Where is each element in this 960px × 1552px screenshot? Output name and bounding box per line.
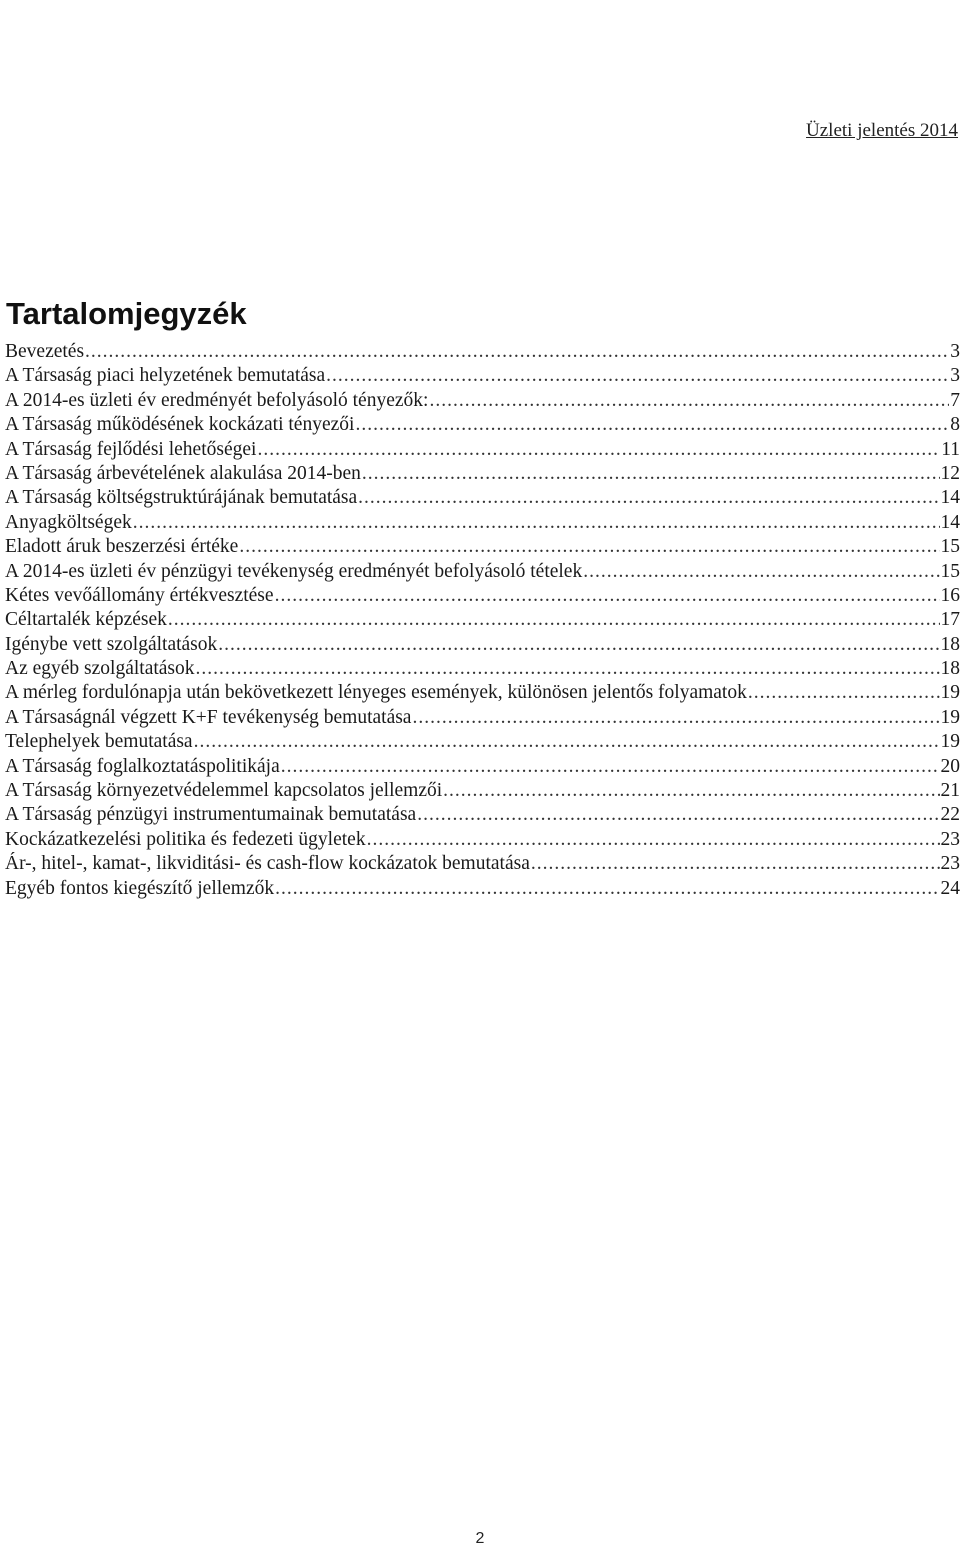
toc-entry-page: 21 [940, 780, 960, 802]
toc-entry-label: A Társaság fejlődési lehetőségei [5, 438, 257, 460]
toc-entry-label: A 2014-es üzleti év eredményét befolyásoló tényezők: [5, 389, 429, 411]
toc-entry[interactable] [5, 706, 960, 730]
toc-entry-page: 18 [940, 633, 960, 655]
toc-entry-label: Céltartalék képzések [5, 609, 167, 631]
toc-entry-page: 7 [950, 389, 960, 411]
toc-entry-page: 3 [950, 341, 960, 362]
toc-entry-label: Az egyéb szolgáltatások [5, 658, 195, 680]
dot-leader [275, 877, 939, 901]
toc-entry[interactable] [5, 681, 960, 705]
toc-entry-page: 12 [940, 462, 960, 484]
toc-entry-label: Anyagköltségek [5, 511, 132, 533]
toc-entry[interactable] [5, 462, 960, 486]
toc-entry-label: A Társaság működésének kockázati tényezői [5, 414, 355, 436]
dot-leader [194, 730, 940, 754]
toc-entry-label: Egyéb fontos kiegészítő jellemzők [5, 877, 275, 899]
toc-entry-page: 15 [940, 560, 960, 582]
toc-entry-label: Igénybe vett szolgáltatások [5, 633, 218, 655]
toc-entry-page: 23 [940, 853, 960, 875]
toc-entry-label: Kockázatkezelési politika és fedezeti ügyletek [5, 828, 366, 850]
toc-entry-page: 3 [950, 365, 960, 387]
toc-entry-label: A Társaság környezetvédelemmel kapcsolatos jellemzői [5, 780, 443, 802]
toc-entry-label: A Társaságnál végzett K+F tevékenység bemutatása [5, 706, 412, 728]
dot-leader [85, 340, 949, 364]
toc-entry-page: 19 [940, 682, 960, 704]
toc-entry-page: 16 [940, 584, 960, 606]
toc-entry[interactable] [5, 340, 960, 364]
toc-entry-label: Bevezetés [5, 341, 85, 362]
toc-entry-page: 24 [940, 877, 960, 899]
toc-entry-page: 22 [940, 804, 960, 826]
dot-leader [417, 803, 939, 827]
toc-entry-page: 14 [940, 487, 960, 509]
toc-entry-label: Ár-, hitel-, kamat-, likviditási- és cash-flow kockázatok bemutatása [5, 853, 530, 875]
toc-entry-page: 18 [940, 658, 960, 680]
toc-entry-label: A Társaság költségstruktúrájának bemutatása [5, 487, 358, 509]
toc-entry-page: 17 [940, 609, 960, 631]
toc-entry-label: Kétes vevőállomány értékvesztése [5, 584, 274, 606]
toc-entry-page: 19 [940, 706, 960, 728]
toc-entry-label: Telephelyek bemutatása [5, 731, 193, 753]
toc-entry-page: 15 [940, 536, 960, 558]
toc-entry[interactable] [5, 730, 960, 754]
toc-title: Tartalomjegyzék [6, 296, 247, 331]
dot-leader [443, 779, 939, 803]
toc-entry[interactable] [5, 486, 960, 510]
dot-leader [429, 389, 949, 413]
toc-entry[interactable] [5, 560, 960, 584]
dot-leader [358, 486, 939, 510]
toc-entry[interactable] [5, 608, 960, 632]
toc-entry-page: 8 [950, 414, 960, 436]
dot-leader [583, 560, 939, 584]
page-number: 2 [475, 1530, 485, 1547]
dot-leader [218, 633, 939, 657]
dot-leader [362, 462, 940, 486]
dot-leader [355, 413, 949, 437]
toc-entry[interactable] [5, 413, 960, 437]
toc-entry-page: 20 [940, 755, 960, 777]
toc-entry[interactable] [5, 877, 960, 901]
toc-entry[interactable] [5, 755, 960, 779]
toc-entry-label: Eladott áruk beszerzési értéke [5, 536, 239, 558]
toc-entry-label: A Társaság pénzügyi instrumentumainak bemutatása [5, 804, 417, 826]
dot-leader [326, 364, 949, 388]
dot-leader [281, 755, 940, 779]
dot-leader [257, 438, 940, 462]
toc-entry[interactable] [5, 803, 960, 827]
dot-leader [239, 535, 939, 559]
toc-entry-label: A mérleg fordulónapja után bekövetkezett lényeges események, különösen jelentős folyamatok [5, 682, 747, 704]
dot-leader [168, 608, 940, 632]
dot-leader [412, 706, 939, 730]
toc-entry[interactable] [5, 364, 960, 388]
toc-entry-label: A Társaság piaci helyzetének bemutatása [5, 365, 326, 387]
toc-entry-label: A 2014-es üzleti év pénzügyi tevékenység eredményét befolyásoló tételek [5, 560, 583, 582]
table-of-contents [5, 340, 960, 901]
toc-entry[interactable] [5, 511, 960, 535]
toc-entry-page: 19 [940, 731, 960, 753]
dot-leader [196, 657, 940, 681]
toc-entry[interactable] [5, 828, 960, 852]
toc-entry-page: 14 [940, 511, 960, 533]
toc-entry[interactable] [5, 633, 960, 657]
toc-entry-page: 11 [941, 438, 960, 460]
toc-entry[interactable] [5, 389, 960, 413]
toc-entry-label: A Társaság árbevételének alakulása 2014-ben [5, 462, 361, 484]
running-header: Üzleti jelentés 2014 [806, 120, 958, 141]
toc-entry[interactable] [5, 779, 960, 803]
dot-leader [367, 828, 940, 852]
dot-leader [133, 511, 940, 535]
toc-entry-label: A Társaság foglalkoztatáspolitikája [5, 755, 280, 777]
dot-leader [275, 584, 940, 608]
toc-entry[interactable] [5, 852, 960, 876]
toc-entry-page: 23 [940, 828, 960, 850]
toc-entry[interactable] [5, 535, 960, 559]
dot-leader [531, 852, 940, 876]
toc-entry[interactable] [5, 438, 960, 462]
dot-leader [748, 681, 940, 705]
toc-entry[interactable] [5, 584, 960, 608]
toc-entry[interactable] [5, 657, 960, 681]
